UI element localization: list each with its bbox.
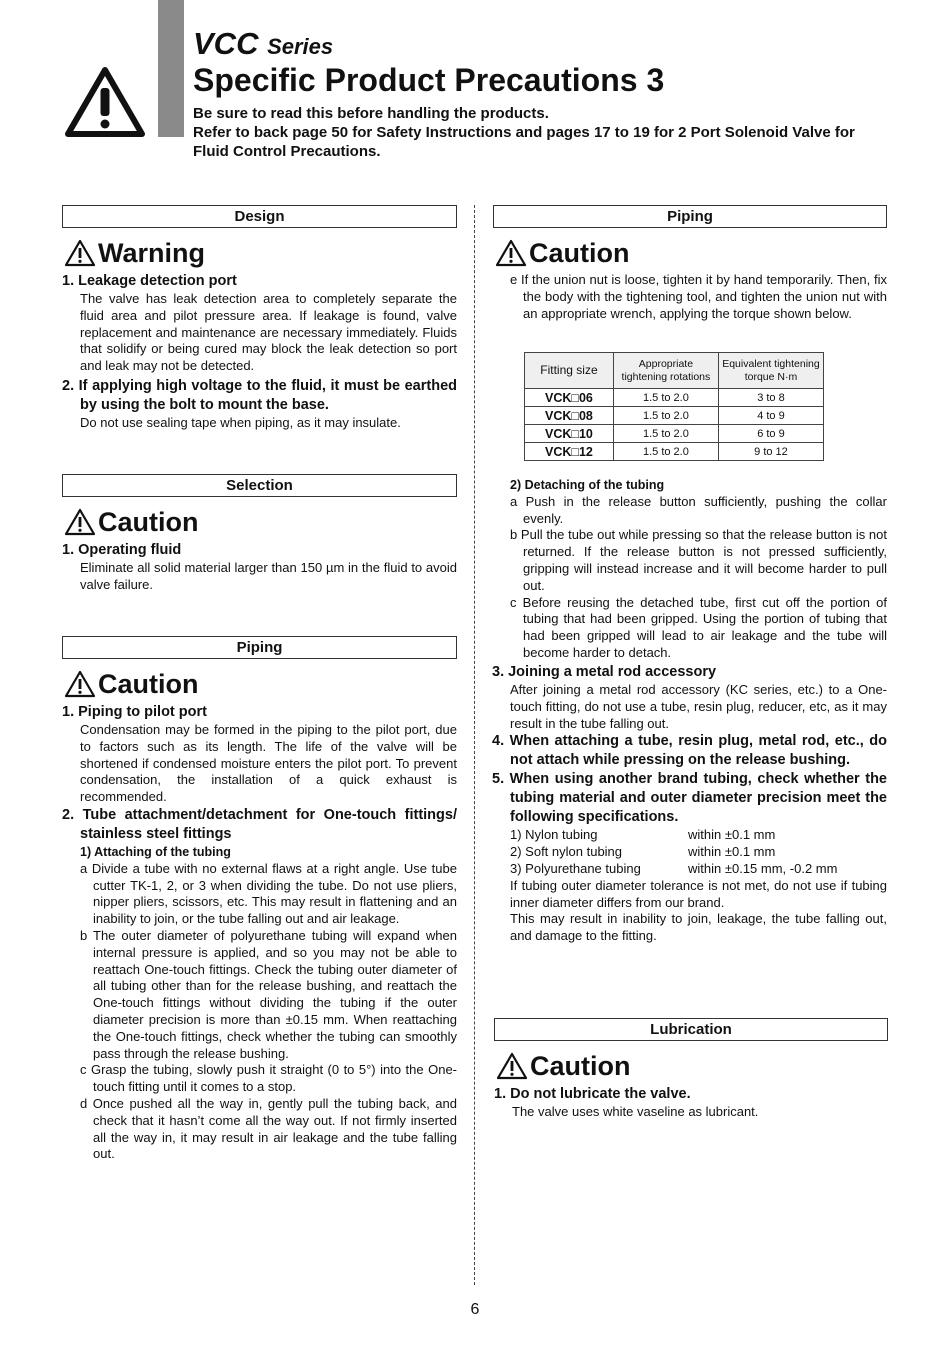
selection-items: 1. Operating fluid Eliminate all solid material larger than 150 µm in the fluid to avoid valve failure. bbox=[62, 542, 457, 592]
piping-right-caution-heading: Caution bbox=[495, 236, 630, 270]
header-accent-bar bbox=[158, 0, 184, 137]
series-title: VCC Series bbox=[193, 26, 334, 61]
warning-icon bbox=[496, 1052, 528, 1080]
spec-row: 1) Nylon tubing within ±0.1 mm bbox=[510, 827, 776, 843]
table-row: VCK□06 1.5 to 2.0 3 to 8 bbox=[525, 389, 824, 407]
warning-icon bbox=[495, 239, 527, 267]
warning-icon bbox=[64, 239, 96, 267]
warning-icon bbox=[64, 670, 96, 698]
piping-left-items: 1. Piping to pilot port Condensation may be formed in the piping to the pilot port, due to factors such as its length. The life of the valve will be shortened if condensed moisture enters the pilot port. To prevent condensation, the installation of a quick exhaust is recommended. 2. Tube attachment/detachment for One-touch fittings/ stainless steel fittings 1) Attaching of the tubing a Divide a tube with no external flaws at a right angle. Use tube cutter TK-1, 2, or 3 when dividing the tube. Do not use pliers, nipper pliers, scissors, etc. This may result in flattening and an inability to join, or the tube falling out and air leakage. b The outer diameter of polyurethane tubing will expand when internal pressure is applied, and so you may not be able to reattach One-touch fittings. Check the tubing outer diameter of all tubing other than for the release bushing, and reattach the One-touch fittings without dividing the tubing if the outer diameter precision is more than ±0.15 mm. When reattaching the One-touch fittings, check whether the tubing can smoothly pass through the release bushing. c Grasp the tubing, slowly push it straight (0 to 5°) into the One-touch fitting until it comes to a stop. d Once pushed all the way in, gently pull the tubing back, and check that it hasn’t come all the way out. If not firmly inserted all the way in, it may result in air leakage and the tube falling out. bbox=[62, 704, 457, 1162]
piping-right-items: 3. Joining a metal rod accessory After joining a metal rod accessory (KC series, etc.) to a One-touch fitting, do not use a tube, resin plug, reducer, etc, as it may result in the tube falling out. 4. When attaching a tube, resin plug, metal rod, etc., do not attach while pressing on the release bushing. 5. When using another brand tubing, check whether the tubing material and outer diameter precision meet the following specifications. 1) Nylon tubing within ±0.1 mm 2) Soft nylon tubing within ±0.1 mm 3) Polyurethane tubing within ±0.15 mm, -0.2 mm If tubing outer diameter tolerance is not met, do not use if tubing inner diameter differs from our brand. This may result in inability to join, leakage, the tube falling out, and damage to the fitting. bbox=[492, 664, 887, 944]
table-row: VCK□08 1.5 to 2.0 4 to 9 bbox=[525, 407, 824, 425]
section-design: Design bbox=[62, 205, 457, 228]
piping-right-detach: 2) Detaching of the tubing a Push in the release button sufficiently, pushing the collar evenly. b Pull the tube out while pressing so that the release button is not returned. If the release button is not pressed sufficiently, gripping will instead increase and it will become harder to pull out. c Before reusing the detached tube, first cut off the portion of tubing that had been gripped. Using the portion of tubing that had been gripped will lead to air leakage and the tube will become harder to detach. bbox=[510, 478, 887, 660]
section-selection: Selection bbox=[62, 474, 457, 497]
section-lubrication: Lubrication bbox=[494, 1018, 888, 1041]
column-divider bbox=[474, 205, 475, 1285]
table-row: VCK□12 1.5 to 2.0 9 to 12 bbox=[525, 443, 824, 461]
table-row: VCK□10 1.5 to 2.0 6 to 9 bbox=[525, 425, 824, 443]
section-piping-left: Piping bbox=[62, 636, 457, 659]
piping-caution-heading: Caution bbox=[64, 667, 199, 701]
torque-table: Fitting size Appropriate tightening rotations Equivalent tightening torque N·m VCK□06 1.5 to 2.0 3 to 8 VCK□08 1.5 to 2.0 4 to 9 VCK□10 1.5 to 2.0 6 to 9 VCK□12 1.5 to 2.0 9 to 12 bbox=[524, 352, 824, 461]
page-title: Specific Product Precautions 3 bbox=[193, 62, 665, 98]
design-items: 1. Leakage detection port The valve has leak detection area to completely separate the fluid area and pilot pressure area. If leakage is found, valve replacement and maintenance are necessary immediately. Fluids that solidify or being cured may block the leak detection so port and leak may not be detected. 2. If applying high voltage to the fluid, it must be earthed by using the bolt to mount the base. Do not use sealing tape when piping, as it may insulate. bbox=[62, 273, 457, 430]
selection-caution-heading: Caution bbox=[64, 505, 199, 539]
warning-icon bbox=[64, 508, 96, 536]
lubrication-caution-heading: Caution bbox=[496, 1049, 631, 1083]
spec-row: 2) Soft nylon tubing within ±0.1 mm bbox=[510, 844, 776, 860]
lubrication-items: 1. Do not lubricate the valve. The valve uses white vaseline as lubricant. bbox=[494, 1086, 759, 1119]
section-piping-right: Piping bbox=[493, 205, 887, 228]
page-number: 6 bbox=[470, 1301, 480, 1318]
design-warning-heading: Warning bbox=[64, 236, 205, 270]
warning-triangle-icon bbox=[64, 66, 146, 138]
piping-right-item-e: e If the union nut is loose, tighten it by hand temporarily. Then, fix the body with the tightening tool, and tighten the union nut with an appropriate wrench, applying the torque shown below. bbox=[510, 272, 887, 321]
header-instructions: Be sure to read this before handling the products. Refer to back page 50 for Safety Instructions and pages 17 to 19 for 2 Port Solenoid Valve for Fluid Control Precautions. bbox=[193, 105, 855, 160]
spec-row: 3) Polyurethane tubing within ±0.15 mm, -0.2 mm bbox=[510, 860, 838, 876]
